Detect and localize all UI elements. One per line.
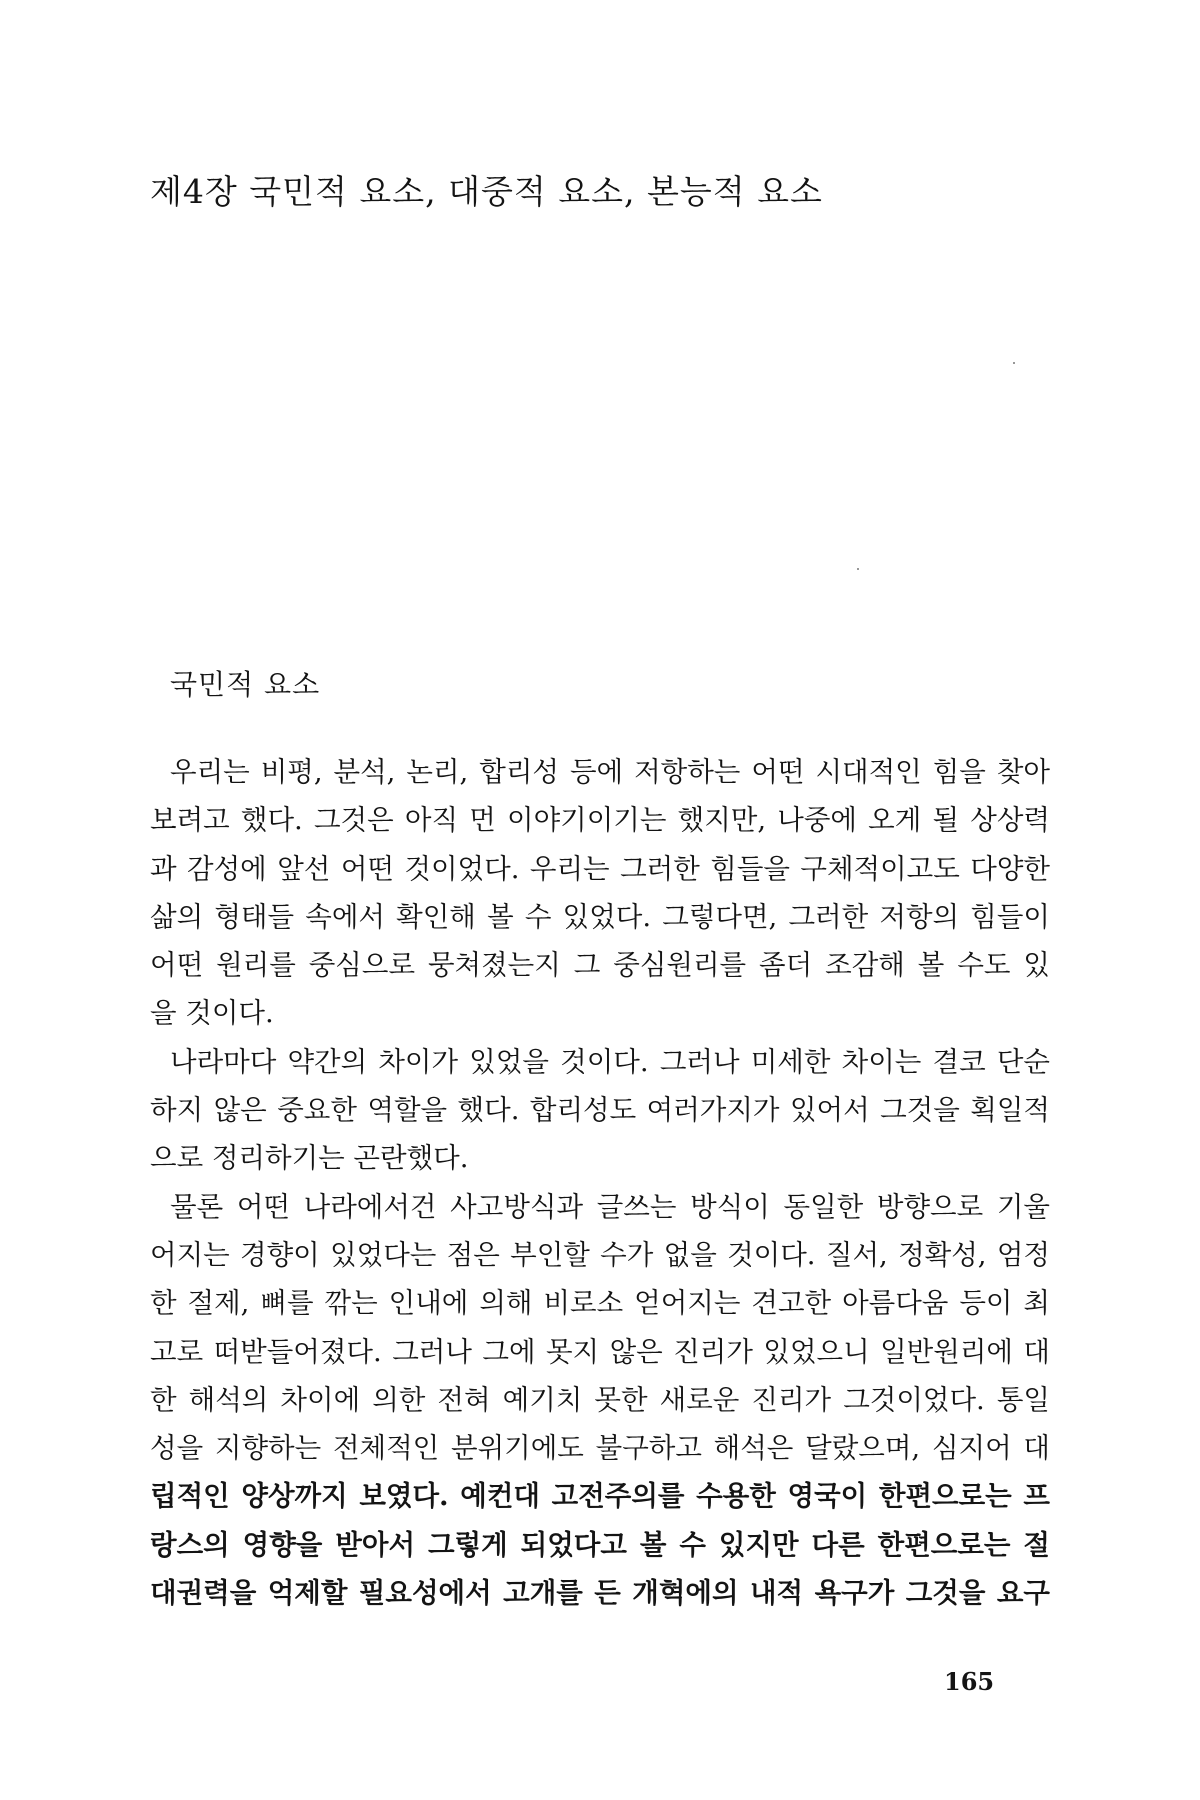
paragraph-2-line: 나라마다 약간의 차이가 있었을 것이다. 그러나 미세한 차이는 결코 단순 [170, 1045, 1051, 1078]
scan-speck [857, 568, 859, 570]
paragraph-3-line: 물론 어떤 나라에서건 사고방식과 글쓰는 방식이 동일한 방향으로 기울 [170, 1190, 1050, 1223]
scan-speck [1013, 362, 1015, 364]
paragraph-2-line: 하지 않은 중요한 역할을 했다. 합리성도 여러가지가 있어서 그것을 획일적 [150, 1094, 1050, 1127]
paragraph-3-line: 랑스의 영향을 받아서 그렇게 되었다고 볼 수 있지만 다른 한편으로는 절 [150, 1528, 1050, 1561]
page-number: 165 [944, 1667, 995, 1696]
paragraph-1-line: 과 감성에 앞선 어떤 것이었다. 우리는 그러한 힘들을 구체적이고도 다양한 [150, 852, 1050, 885]
paragraph-3-line: 성을 지향하는 전체적인 분위기에도 불구하고 해석은 달랐으며, 심지어 대 [150, 1432, 1050, 1465]
body-text [150, 748, 1050, 1617]
paragraph-3-line: 한 해석의 차이에 의한 전혀 예기치 못한 새로운 진리가 그것이었다. 통일 [150, 1383, 1050, 1416]
paragraph-3-line: 립적인 양상까지 보였다. 예컨대 고전주의를 수용한 영국이 한편으로는 프 [150, 1480, 1050, 1513]
paragraph-1-line: 을 것이다. [150, 997, 274, 1030]
paragraph-1-line: 어떤 원리를 중심으로 뭉쳐졌는지 그 중심원리를 좀더 조감해 볼 수도 있 [150, 949, 1050, 982]
paragraph-3-line: 한 절제, 뼈를 깎는 인내에 의해 비로소 얻어지는 견고한 아름다움 등이 최 [150, 1287, 1050, 1320]
paragraph-1-line: 삶의 형태들 속에서 확인해 볼 수 있었다. 그렇다면, 그러한 저항의 힘들이 [150, 900, 1050, 933]
paragraph-3-line: 대권력을 억제할 필요성에서 고개를 든 개혁에의 내적 욕구가 그것을 요구 [150, 1577, 1050, 1610]
paragraph-3-line: 어지는 경향이 있었다는 점은 부인할 수가 없을 것이다. 질서, 정확성, 엄정 [150, 1238, 1050, 1271]
paragraph-3-line: 고로 떠받들어졌다. 그러나 그에 못지 않은 진리가 있었으니 일반원리에 대 [150, 1335, 1050, 1368]
paragraph-1-line: 보려고 했다. 그것은 아직 먼 이야기이기는 했지만, 나중에 오게 될 상상력 [150, 804, 1050, 837]
section-heading: 국민적 요소 [170, 668, 321, 701]
paragraph-1-line: 우리는 비평, 분석, 논리, 합리성 등에 저항하는 어떤 시대적인 힘을 찾아 [170, 756, 1050, 788]
paragraph-2-line: 으로 정리하기는 곤란했다. [150, 1142, 469, 1175]
chapter-title: 제4장 국민적 요소, 대중적 요소, 본능적 요소 [150, 172, 823, 211]
